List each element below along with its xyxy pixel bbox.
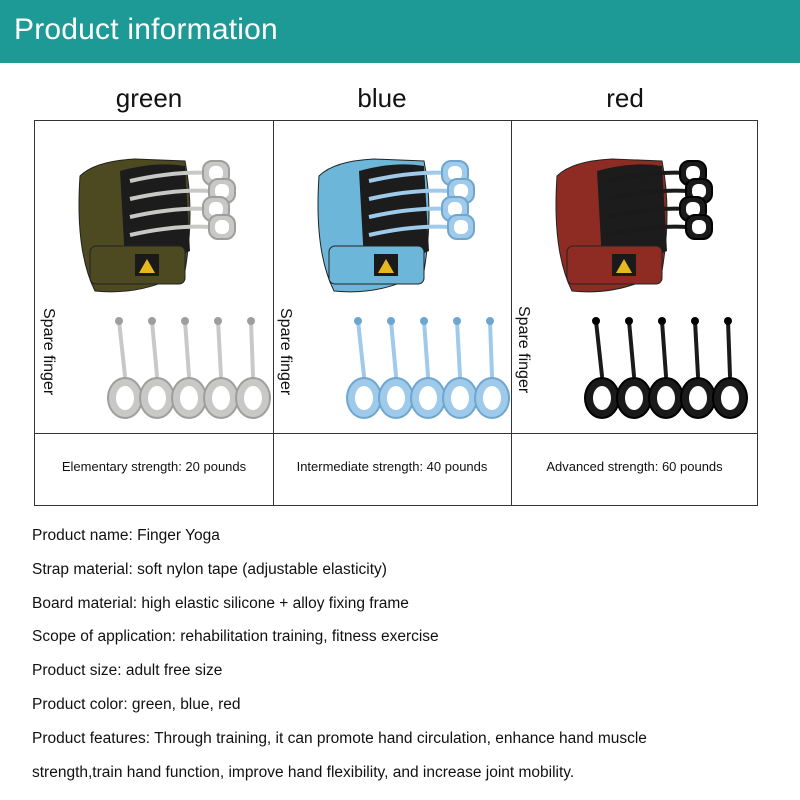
product-detail-line: Product color: green, blue, red	[32, 696, 241, 713]
hand-grip-blue	[318, 159, 474, 292]
variant-label-blue: blue	[357, 83, 407, 113]
spare-fingers-red	[585, 317, 747, 418]
product-detail-line: Strap material: soft nylon tape (adjustable elasticity)	[32, 561, 387, 578]
product-image-red	[512, 121, 757, 433]
variant-cell-blue	[274, 121, 511, 433]
hand-grip-green	[79, 159, 235, 292]
variant-label-red: red	[606, 83, 644, 113]
spare-fingers-green	[108, 317, 270, 418]
header-bar	[0, 0, 800, 63]
variant-cell-green	[35, 121, 273, 433]
spare-finger-label: Spare finger	[277, 308, 294, 396]
strength-label-green: Elementary strength: 20 pounds	[61, 459, 247, 474]
spare-finger-label: Spare finger	[515, 306, 532, 394]
product-image-blue	[274, 121, 511, 433]
spare-finger-label: Spare finger	[40, 308, 57, 396]
product-detail-line: Product size: adult free size	[32, 662, 223, 679]
hand-grip-red	[556, 159, 712, 292]
grid-divider	[35, 433, 757, 434]
product-image-green	[35, 121, 273, 433]
product-detail-line: Scope of application: rehabilitation training, fitness exercise	[32, 628, 439, 645]
strength-label-red: Advanced strength: 60 pounds	[546, 459, 723, 474]
product-detail-line: Product name: Finger Yoga	[32, 527, 220, 544]
strength-label-blue: Intermediate strength: 40 pounds	[296, 459, 488, 474]
product-detail-line: Board material: high elastic silicone + alloy fixing frame	[32, 595, 409, 612]
variant-cell-red	[512, 121, 757, 433]
product-detail-line: Product features: Through training, it can promote hand circulation, enhance hand muscle	[32, 730, 647, 747]
product-detail-line: strength,train hand function, improve hand flexibility, and increase joint mobility.	[32, 764, 575, 781]
spare-fingers-blue	[347, 317, 509, 418]
page-title: Product information	[14, 13, 278, 46]
variant-label-green: green	[115, 83, 183, 113]
variant-comparison-grid	[34, 120, 758, 506]
